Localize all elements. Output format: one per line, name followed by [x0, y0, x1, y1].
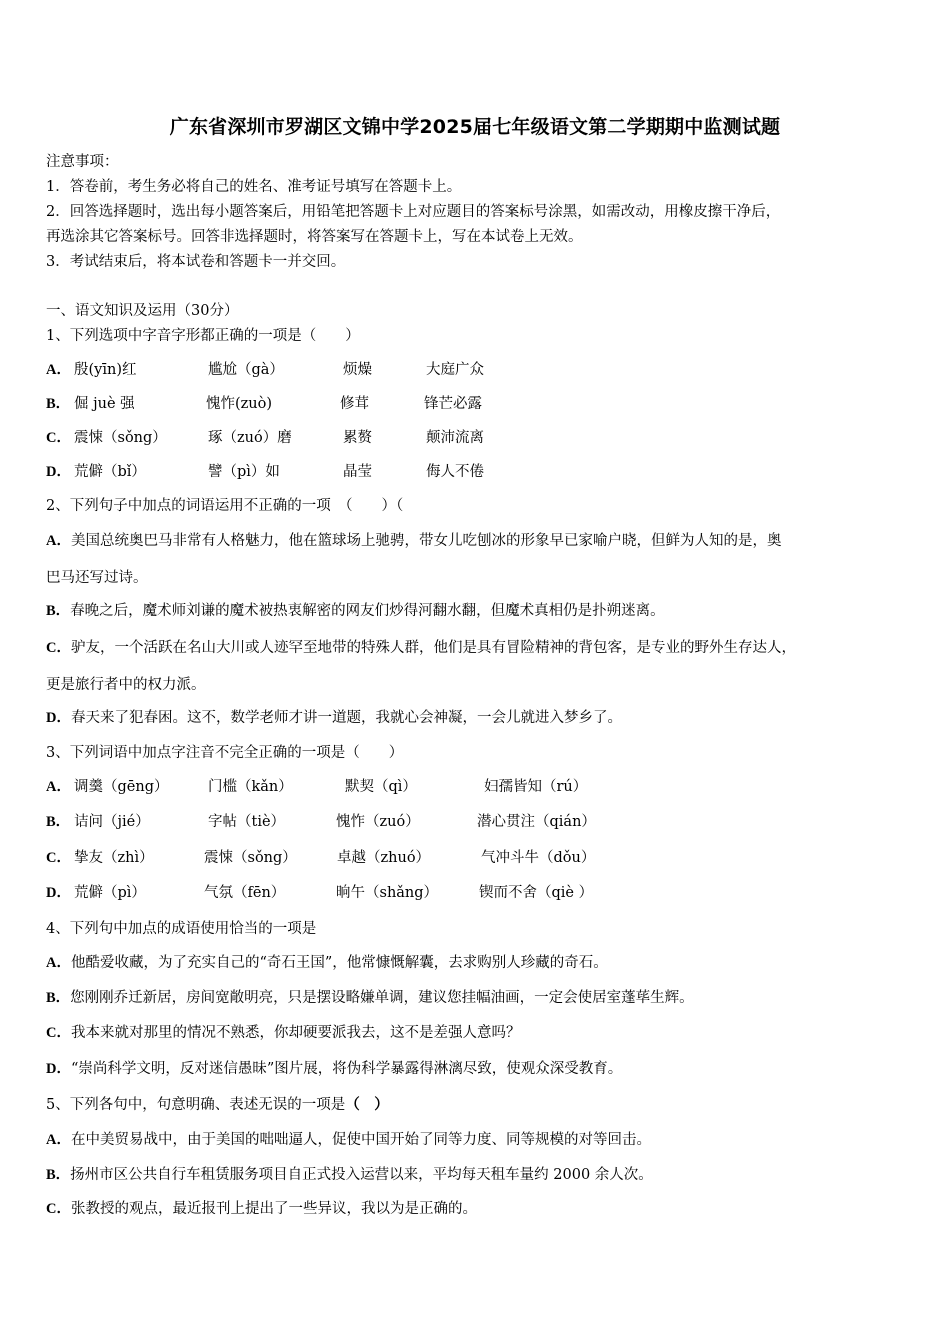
option-cell: 妇孺皆知（rú） — [484, 779, 588, 795]
option-cell: 荒僻（pì） — [74, 885, 146, 901]
option-cell: 调羹（gēng） — [74, 779, 169, 795]
question-4-option-d — [46, 1059, 908, 1079]
notice-item: 再选涂其它答案标号。回答非选择题时，将答案写在答题卡上，写在本试卷上无效。 — [46, 229, 583, 245]
option-text: 驴友，一个活跃在名山大川或人迹罕至地带的特殊人群，他们是具有冒险精神的背包客，是专业的野外生存达人， — [70, 640, 796, 656]
option-cell: 震悚（sǒng） — [204, 850, 297, 866]
question-5-stem-text: 5、下列各句中，句意明确、表述无误的一项是 — [46, 1097, 346, 1113]
question-4-stem: 4、下列句中加点的成语使用恰当的一项是 — [46, 921, 317, 937]
question-3-stem: 3、下列词语中加点字注音不完全正确的一项是（ ） — [46, 745, 404, 761]
option-label: B． — [46, 603, 71, 619]
question-1-stem: 1、下列选项中字音字形都正确的一项是（ ） — [46, 328, 360, 344]
option-cell: 气氛（fēn） — [204, 885, 286, 901]
option-label: C． — [46, 640, 71, 656]
option-cell: 殷(yīn)红 — [74, 362, 137, 378]
question-5-option-a — [46, 1130, 908, 1150]
option-label: B． — [46, 1167, 71, 1183]
question-2-option-a — [46, 531, 908, 551]
option-label: D． — [46, 885, 71, 901]
option-cell: 门槛（kǎn） — [208, 779, 293, 795]
option-cell: 侮人不倦 — [426, 464, 484, 480]
option-cell: 震悚（sǒng） — [74, 430, 167, 446]
notice-heading: 注意事项： — [46, 154, 119, 170]
option-text: 他酷爱收藏，为了充实自己的“奇石王国”，他常慷慨解囊，去求购别人珍藏的奇石。 — [70, 955, 608, 971]
option-text: 您刚刚乔迁新居，房间宽敞明亮，只是摆设略嫌单调，建议您挂幅油画，一定会使居室蓬荜生辉。 — [70, 990, 694, 1006]
question-4-option-a — [46, 953, 908, 973]
option-cell: 挚友（zhì） — [74, 850, 154, 866]
option-label: B． — [46, 814, 71, 830]
option-cell: 譬（pì）如 — [208, 464, 280, 480]
option-cell: 锲而不舍（qiè ） — [479, 885, 594, 901]
option-label: C． — [46, 1201, 71, 1217]
option-cell: 大庭广众 — [426, 362, 484, 378]
question-5-option-c — [46, 1199, 908, 1219]
option-cell: 荒僻（bǐ） — [74, 464, 146, 480]
option-label: A． — [46, 362, 71, 378]
option-label: C． — [46, 850, 71, 866]
option-cell: 卓越（zhuó） — [337, 850, 431, 866]
question-5-option-b — [46, 1165, 908, 1185]
option-text: 在中美贸易战中，由于美国的咄咄逼人，促使中国开始了同等力度、同等规模的对等回击。 — [70, 1132, 651, 1148]
question-2-option-d — [46, 708, 908, 728]
option-label: C． — [46, 1025, 71, 1041]
option-cell: 尴尬（gà） — [208, 362, 284, 378]
option-cell: 潜心贯注（qián） — [477, 814, 596, 830]
question-4-option-c — [46, 1023, 908, 1043]
option-label: A． — [46, 779, 71, 795]
option-cell: 烦燥 — [343, 362, 372, 378]
question-2-option-c — [46, 638, 908, 658]
option-cell: 晌午（shǎng） — [336, 885, 439, 901]
question-5-stem-bracket: （ ） — [345, 1097, 389, 1113]
option-cell: 愧怍(zuò) — [206, 396, 273, 412]
option-text: 张教授的观点，最近报刊上提出了一些异议，我以为是正确的。 — [70, 1201, 477, 1217]
option-label: B． — [46, 990, 71, 1006]
notice-item: 2．回答选择题时，选出每小题答案后，用铅笔把答题卡上对应题目的答案标号涂黑，如需改动，用橡皮擦干净后， — [46, 204, 781, 220]
option-cell: 气冲斗牛（dǒu） — [481, 850, 596, 866]
option-text: “崇尚科学文明，反对迷信愚昧”图片展，将伪科学暴露得淋漓尽致，使观众深受教育。 — [70, 1061, 623, 1077]
question-2-stem: 2、下列句子中加点的词语运用不正确的一项 （ ）（ — [46, 498, 404, 514]
option-label: B． — [46, 396, 71, 412]
option-cell: 字帖（tiè） — [208, 814, 286, 830]
option-text: 春晚之后，魔术师刘谦的魔术被热衷解密的网友们炒得河翻水翻，但魔术真相仍是扑朔迷离。 — [70, 603, 665, 619]
question-2-option-a-cont: 巴马还写过诗。 — [46, 570, 148, 586]
option-label: C． — [46, 430, 71, 446]
option-cell: 锋芒必露 — [424, 396, 482, 412]
notice-item: 1．答卷前，考生务必将自己的姓名、准考证号填写在答题卡上。 — [46, 179, 462, 195]
page-title: 广东省深圳市罗湖区文锦中学2025届七年级语文第二学期期中监测试题 — [169, 116, 781, 138]
option-label: A． — [46, 955, 71, 971]
option-cell: 晶莹 — [343, 464, 372, 480]
option-cell: 琢（zuó）磨 — [208, 430, 292, 446]
option-text: 美国总统奥巴马非常有人格魅力，他在篮球场上驰骋，带女儿吃刨冰的形象早已家喻户晓，但鲜为人知的是，奥 — [70, 533, 782, 549]
question-4-option-b — [46, 988, 908, 1008]
notice-item: 3．考试结束后，将本试卷和答题卡一并交回。 — [46, 254, 346, 270]
option-cell: 默契（qì） — [345, 779, 417, 795]
option-label: A． — [46, 533, 71, 549]
option-text: 扬州市区公共自行车租赁服务项目自正式投入运营以来，平均每天租车量约 2000 余人次。 — [70, 1167, 653, 1183]
option-cell: 愧怍（zuó） — [336, 814, 420, 830]
question-5-stem — [46, 1095, 389, 1115]
section-heading: 一、语文知识及运用（30分） — [46, 303, 239, 319]
option-cell: 累赘 — [343, 430, 372, 446]
option-cell: 颠沛流离 — [426, 430, 484, 446]
option-cell: 诘问（jié） — [74, 814, 150, 830]
option-label: D． — [46, 464, 71, 480]
option-cell: 倔 juè 强 — [74, 396, 135, 412]
question-2-option-b — [46, 601, 908, 621]
option-label: D． — [46, 710, 71, 726]
option-text: 我本来就对那里的情况不熟悉，你却硬要派我去，这不是差强人意吗？ — [70, 1025, 521, 1041]
question-2-option-c-cont: 更是旅行者中的权力派。 — [46, 677, 206, 693]
option-label: A． — [46, 1132, 71, 1148]
option-text: 春天来了犯春困。这不，数学老师才讲一道题，我就心会神凝，一会儿就进入梦乡了。 — [70, 710, 622, 726]
option-label: D． — [46, 1061, 71, 1077]
option-cell: 修茸 — [340, 396, 369, 412]
